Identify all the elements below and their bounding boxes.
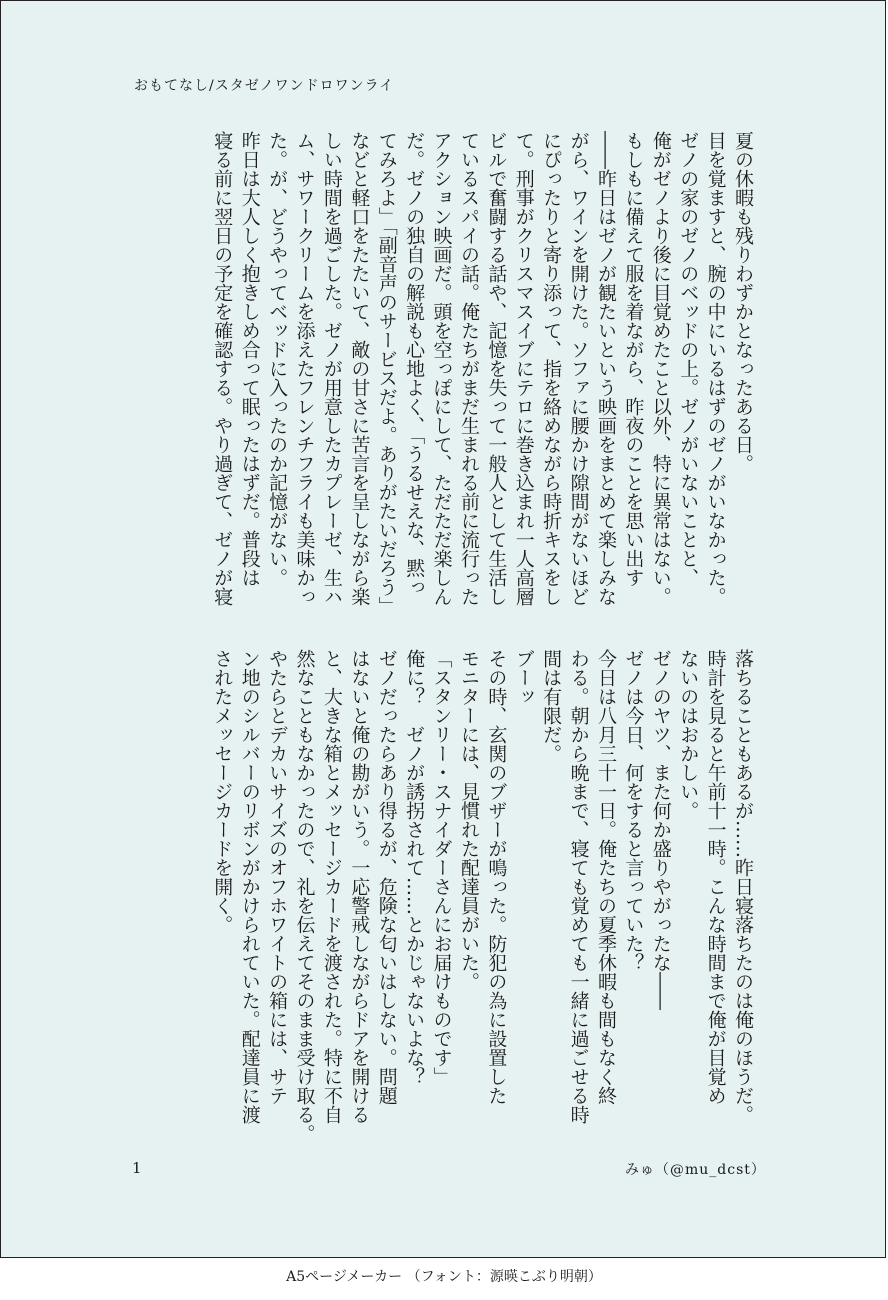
- text-line: ゼノだったらあり得るが、危険な匂いはしない。問題: [375, 649, 398, 1105]
- text-line: ゼノの家のゼノのベッドの上。ゼノがいないことと、: [677, 131, 700, 587]
- header-title: おもてなし/スタゼノワンドロワンライ: [134, 78, 395, 94]
- text-line: などと軽口をたたいて、敵の甘さに苦言を呈しながら楽: [348, 131, 371, 606]
- text-line: やたらとデカいサイズのオフホワイトの箱には、サテ: [266, 649, 289, 1105]
- text-block-top: [208, 131, 756, 616]
- text-line: ブーッ: [512, 649, 535, 706]
- text-line: ――昨日はゼノが観たいという映画をまとめて楽しみな: [594, 131, 617, 606]
- text-line: ゼノは今日、何をすると言っていた？: [622, 649, 645, 972]
- text-line: 俺がゼノより後に目覚めたこと以外、特に異常はない。: [649, 131, 672, 606]
- text-line: アクション映画だ。頭を空っぽにして、ただただ楽しん: [430, 131, 453, 606]
- text-line: だ。ゼノの独自の解説も心地よく、「うるせえな、黙っ: [403, 131, 426, 597]
- text-line: 夏の休暇も残りわずかとなったある日。: [732, 131, 754, 473]
- text-line: ム、サワークリームを添えたフレンチフライも美味かっ: [293, 131, 316, 606]
- text-line: 間は有限だ。: [540, 649, 563, 763]
- text-line: その時、玄関のブザーが鳴った。防犯の為に設置した: [485, 649, 508, 1105]
- text-line: 寝る前に翌日の予定を確認する。やり過ぎて、ゼノが寝: [211, 131, 234, 606]
- text-line: 落ちることもあるが……昨日寝落ちたのは俺のほうだ。: [732, 649, 754, 1124]
- text-line: モニターには、見慣れた配達員がいた。: [457, 649, 480, 991]
- text-line: 昨日は大人しく抱きしめ合って眠ったはずだ。普段は: [238, 131, 261, 587]
- text-line: 今日は八月三十一日。俺たちの夏季休暇も間もなく終: [594, 649, 617, 1105]
- text-line: 「スタンリー・スナイダーさんにお届けものです」: [430, 649, 453, 1086]
- text-line: わる。朝から晩まで、寝ても覚めても一緒に過ごせる時: [567, 649, 590, 1124]
- text-line: 時計を見ると午前十一時。こんな時間まで俺が目覚め: [704, 649, 727, 1105]
- text-line: 俺に？ ゼノが誘拐されて……とかじゃないよな？: [403, 649, 426, 1086]
- text-line: ないのはおかしい。: [677, 649, 700, 820]
- text-line: ビルで奮闘する話や、記憶を失って一般人として生活し: [485, 131, 508, 606]
- text-line: がら、ワインを開けた。ソファに腰かけ隙間がないほど: [567, 131, 590, 606]
- text-line: ゼノのヤツ、また何か盛りやがったな――: [649, 649, 672, 1010]
- text-line: 然なこともなかったので、礼を伝えてそのまま受け取る。: [293, 649, 316, 1143]
- text-line: はないと俺の勘がいう。一応警戒しながらドアを開ける: [348, 649, 371, 1124]
- text-line: もしもに備えて服を着ながら、昨夜のことを思い出す: [622, 131, 645, 587]
- author-credit: みゅ（@mu_dcst）: [625, 1162, 766, 1178]
- footer-caption: A5ページメーカー （フォント：源暎こぶり明朝）: [286, 1269, 602, 1285]
- text-line: ン地のシルバーのリボンがかけられていた。配達員に渡: [238, 649, 261, 1124]
- text-line: しい時間を過ごした。ゼノが用意したカプレーゼ、生ハ: [320, 131, 343, 606]
- text-line: にぴったりと寄り添って、指を絡めながら時折キスをし: [540, 131, 563, 606]
- text-line: 目を覚ますと、腕の中にいるはずのゼノがいなかった。: [704, 131, 727, 606]
- text-line: されたメッセージカードを開く。: [211, 649, 234, 934]
- text-line: た。が、どうやってベッドに入ったのか記憶がない。: [266, 131, 289, 587]
- text-line: て。刑事がクリスマスイブにテロに巻き込まれ一人高層: [512, 131, 535, 606]
- text-line: ているスパイの話。俺たちがまだ生まれる前に流行った: [457, 131, 480, 606]
- text-block-bottom: [208, 649, 756, 1143]
- page-number: 1: [132, 1159, 142, 1177]
- text-line: てみろよ」「副音声のサービスだよ。ありがたいだろう」: [375, 131, 398, 616]
- text-line: と、大きな箱とメッセージカードを渡された。特に不自: [320, 649, 343, 1124]
